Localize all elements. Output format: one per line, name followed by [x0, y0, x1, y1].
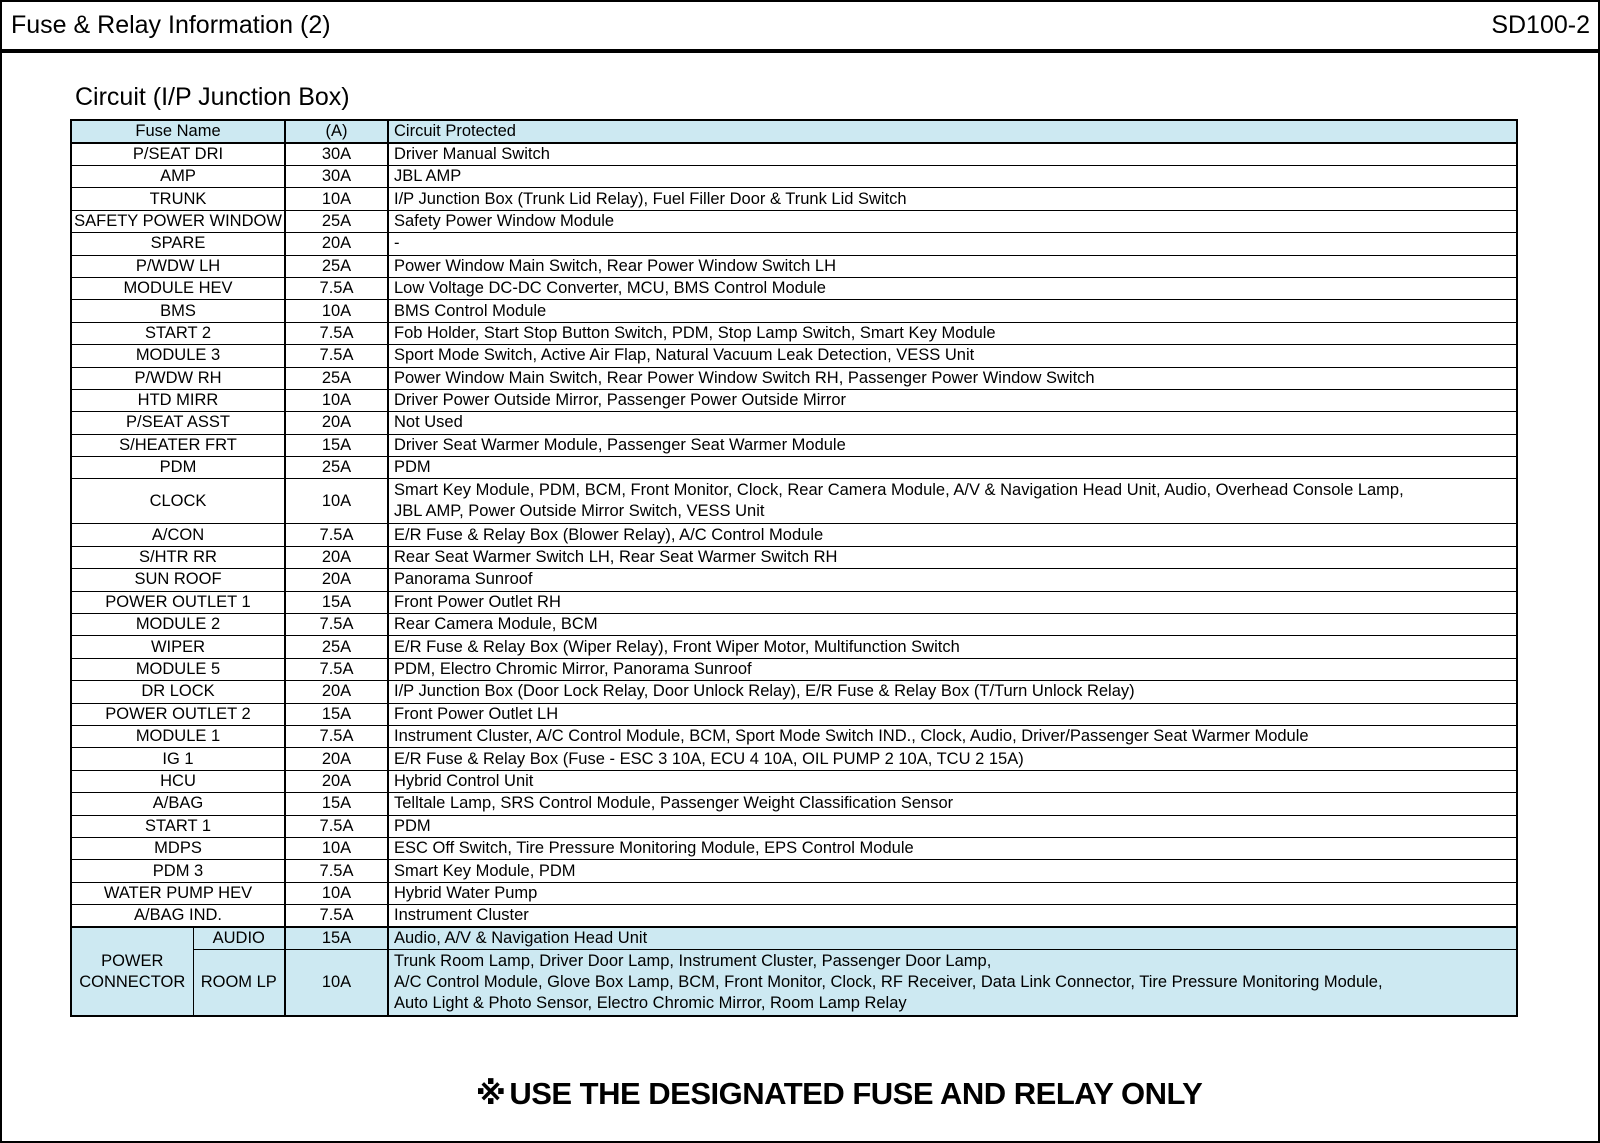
table-row-power-connector-audio	[71, 927, 1517, 950]
fuse-amp-cell: 7.5A	[285, 860, 388, 882]
table-row	[71, 793, 1517, 815]
circuit-cell: Low Voltage DC-DC Converter, MCU, BMS Control Module	[388, 277, 1517, 299]
circuit-cell: Instrument Cluster, A/C Control Module, BCM, Sport Mode Switch IND., Clock, Audio, Driver/Passenger Seat Warmer Module	[388, 725, 1517, 747]
circuit-cell: Driver Seat Warmer Module, Passenger Seat Warmer Module	[388, 434, 1517, 456]
table-row	[71, 143, 1517, 166]
circuit-cell: E/R Fuse & Relay Box (Fuse - ESC 3 10A, ECU 4 10A, OIL PUMP 2 10A, TCU 2 15A)	[388, 748, 1517, 770]
fuse-amp-cell: 10A	[285, 837, 388, 859]
fuse-amp-cell: 10A	[285, 300, 388, 322]
table-row	[71, 703, 1517, 725]
fuse-name-cell: AUDIO	[193, 927, 285, 950]
fuse-table	[70, 119, 1518, 1017]
power-connector-group-cell	[71, 927, 193, 1016]
fuse-amp-cell: 15A	[285, 591, 388, 613]
circuit-cell: Driver Manual Switch	[388, 143, 1517, 166]
table-row	[71, 725, 1517, 747]
table-row	[71, 614, 1517, 636]
table-row	[71, 345, 1517, 367]
fuse-name-cell: HCU	[71, 770, 285, 792]
circuit-cell: E/R Fuse & Relay Box (Wiper Relay), Front Wiper Motor, Multifunction Switch	[388, 636, 1517, 658]
circuit-cell: Hybrid Water Pump	[388, 882, 1517, 904]
footer-note	[0, 1074, 1600, 1114]
circuit-cell: Sport Mode Switch, Active Air Flap, Natural Vacuum Leak Detection, VESS Unit	[388, 345, 1517, 367]
circuit-line: A/C Control Module, Glove Box Lamp, BCM, Front Monitor, Clock, RF Receiver, Data Link Connector, Tire Pressure Monitoring Module,	[394, 973, 1383, 992]
table-row	[71, 591, 1517, 613]
circuit-cell: Fob Holder, Start Stop Button Switch, PDM, Stop Lamp Switch, Smart Key Module	[388, 322, 1517, 344]
table-row	[71, 815, 1517, 837]
fuse-amp-cell: 7.5A	[285, 524, 388, 546]
page-header	[0, 0, 1600, 53]
fuse-amp-cell: 25A	[285, 367, 388, 389]
fuse-amp-cell: 10A	[285, 389, 388, 411]
fuse-amp-cell: 15A	[285, 434, 388, 456]
fuse-amp-cell: 7.5A	[285, 725, 388, 747]
fuse-amp-cell: 25A	[285, 636, 388, 658]
fuse-amp-cell: 15A	[285, 703, 388, 725]
table-row	[71, 412, 1517, 434]
fuse-amp-cell: 20A	[285, 748, 388, 770]
fuse-amp-cell: 10A	[285, 188, 388, 210]
fuse-name-cell: DR LOCK	[71, 681, 285, 703]
fuse-amp-cell: 15A	[285, 927, 388, 950]
fuse-amp-cell: 20A	[285, 546, 388, 568]
table-row	[71, 457, 1517, 479]
fuse-name-cell: HTD MIRR	[71, 389, 285, 411]
fuse-name-cell: A/CON	[71, 524, 285, 546]
fuse-amp-cell: 7.5A	[285, 322, 388, 344]
fuse-name-cell: START 2	[71, 322, 285, 344]
table-row	[71, 300, 1517, 322]
fuse-name-cell: PDM	[71, 457, 285, 479]
fuse-name-cell: PDM 3	[71, 860, 285, 882]
fuse-amp-cell: 7.5A	[285, 815, 388, 837]
circuit-cell: Front Power Outlet LH	[388, 703, 1517, 725]
fuse-name-cell: ROOM LP	[193, 950, 285, 1017]
circuit-cell: PDM, Electro Chromic Mirror, Panorama Sunroof	[388, 658, 1517, 680]
circuit-cell: Hybrid Control Unit	[388, 770, 1517, 792]
fuse-name-cell: WIPER	[71, 636, 285, 658]
header-fuse-name: Fuse Name	[71, 120, 285, 143]
circuit-cell: Driver Power Outside Mirror, Passenger Power Outside Mirror	[388, 389, 1517, 411]
fuse-amp-cell: 15A	[285, 793, 388, 815]
table-row	[71, 479, 1517, 524]
circuit-cell	[388, 479, 1517, 524]
table-row	[71, 166, 1517, 188]
fuse-amp-cell: 7.5A	[285, 345, 388, 367]
table-row	[71, 905, 1517, 928]
fuse-name-cell: MODULE 5	[71, 658, 285, 680]
fuse-amp-cell: 10A	[285, 479, 388, 524]
table-row	[71, 277, 1517, 299]
fuse-name-cell: S/HEATER FRT	[71, 434, 285, 456]
table-row	[71, 322, 1517, 344]
table-row	[71, 882, 1517, 904]
fuse-name-cell: MODULE 2	[71, 614, 285, 636]
circuit-cell: PDM	[388, 457, 1517, 479]
circuit-cell: Power Window Main Switch, Rear Power Window Switch RH, Passenger Power Window Switch	[388, 367, 1517, 389]
fuse-amp-cell: 25A	[285, 255, 388, 277]
circuit-line: Trunk Room Lamp, Driver Door Lamp, Instrument Cluster, Passenger Door Lamp,	[394, 952, 992, 971]
table-row	[71, 681, 1517, 703]
fuse-amp-cell: 25A	[285, 210, 388, 232]
fuse-name-cell: POWER OUTLET 2	[71, 703, 285, 725]
footer-note-text: USE THE DESIGNATED FUSE AND RELAY ONLY	[509, 1076, 1203, 1111]
circuit-cell: -	[388, 233, 1517, 255]
fuse-name-cell: SUN ROOF	[71, 569, 285, 591]
fuse-amp-cell: 20A	[285, 412, 388, 434]
fuse-name-cell: IG 1	[71, 748, 285, 770]
fuse-name-cell: P/SEAT DRI	[71, 143, 285, 166]
circuit-cell: Not Used	[388, 412, 1517, 434]
fuse-amp-cell: 20A	[285, 569, 388, 591]
circuit-cell: Instrument Cluster	[388, 905, 1517, 928]
circuit-cell: JBL AMP	[388, 166, 1517, 188]
fuse-name-cell: A/BAG	[71, 793, 285, 815]
fuse-name-cell: S/HTR RR	[71, 546, 285, 568]
section-title: Circuit (I/P Junction Box)	[75, 83, 350, 111]
circuit-cell: I/P Junction Box (Trunk Lid Relay), Fuel Filler Door & Trunk Lid Switch	[388, 188, 1517, 210]
fuse-name-cell: MODULE HEV	[71, 277, 285, 299]
circuit-cell: Front Power Outlet RH	[388, 591, 1517, 613]
header-circuit: Circuit Protected	[388, 120, 1517, 143]
table-row	[71, 658, 1517, 680]
table-row	[71, 636, 1517, 658]
fuse-name-cell: CLOCK	[71, 479, 285, 524]
fuse-name-cell: SPARE	[71, 233, 285, 255]
circuit-cell	[388, 950, 1517, 1017]
circuit-cell: E/R Fuse & Relay Box (Blower Relay), A/C Control Module	[388, 524, 1517, 546]
circuit-cell: ESC Off Switch, Tire Pressure Monitoring Module, EPS Control Module	[388, 837, 1517, 859]
table-row	[71, 233, 1517, 255]
table-row	[71, 210, 1517, 232]
circuit-cell: Smart Key Module, PDM	[388, 860, 1517, 882]
circuit-cell: Telltale Lamp, SRS Control Module, Passenger Weight Classification Sensor	[388, 793, 1517, 815]
table-row-power-connector-room-lp	[71, 950, 1517, 1017]
fuse-name-cell: BMS	[71, 300, 285, 322]
table-row	[71, 367, 1517, 389]
fuse-amp-cell: 7.5A	[285, 614, 388, 636]
circuit-line: JBL AMP, Power Outside Mirror Switch, VESS Unit	[394, 502, 765, 521]
page-code: SD100-2	[1491, 11, 1590, 39]
fuse-name-cell: A/BAG IND.	[71, 905, 285, 928]
table-header-row	[71, 120, 1517, 143]
fuse-amp-cell: 20A	[285, 681, 388, 703]
group-line: CONNECTOR	[79, 972, 186, 991]
header-amp: (A)	[285, 120, 388, 143]
fuse-amp-cell: 10A	[285, 882, 388, 904]
fuse-amp-cell: 20A	[285, 233, 388, 255]
table-row	[71, 434, 1517, 456]
circuit-cell: Audio, A/V & Navigation Head Unit	[388, 927, 1517, 950]
reference-mark-icon: ※	[475, 1076, 506, 1111]
fuse-amp-cell: 7.5A	[285, 277, 388, 299]
fuse-name-cell: SAFETY POWER WINDOW	[71, 210, 285, 232]
fuse-amp-cell: 10A	[285, 950, 388, 1017]
fuse-name-cell: WATER PUMP HEV	[71, 882, 285, 904]
fuse-name-cell: AMP	[71, 166, 285, 188]
circuit-line: Smart Key Module, PDM, BCM, Front Monitor, Clock, Rear Camera Module, A/V & Navigation Head Unit, Audio, Overhead Console Lamp,	[394, 481, 1404, 500]
fuse-name-cell: MDPS	[71, 837, 285, 859]
table-row	[71, 837, 1517, 859]
fuse-amp-cell: 30A	[285, 166, 388, 188]
fuse-name-cell: START 1	[71, 815, 285, 837]
fuse-amp-cell: 20A	[285, 770, 388, 792]
circuit-cell: Power Window Main Switch, Rear Power Window Switch LH	[388, 255, 1517, 277]
circuit-cell: Panorama Sunroof	[388, 569, 1517, 591]
circuit-cell: Rear Camera Module, BCM	[388, 614, 1517, 636]
fuse-name-cell: POWER OUTLET 1	[71, 591, 285, 613]
circuit-line: Auto Light & Photo Sensor, Electro Chromic Mirror, Room Lamp Relay	[394, 994, 907, 1013]
table-row	[71, 770, 1517, 792]
fuse-name-cell: P/WDW RH	[71, 367, 285, 389]
fuse-name-cell: MODULE 1	[71, 725, 285, 747]
table-row	[71, 188, 1517, 210]
table-row	[71, 255, 1517, 277]
fuse-amp-cell: 7.5A	[285, 905, 388, 928]
table-row	[71, 546, 1517, 568]
circuit-cell: Safety Power Window Module	[388, 210, 1517, 232]
group-line: POWER	[101, 951, 164, 970]
page-title: Fuse & Relay Information (2)	[11, 11, 331, 39]
fuse-name-cell: P/WDW LH	[71, 255, 285, 277]
circuit-cell: BMS Control Module	[388, 300, 1517, 322]
fuse-name-cell: TRUNK	[71, 188, 285, 210]
fuse-amp-cell: 7.5A	[285, 658, 388, 680]
table-row	[71, 569, 1517, 591]
circuit-cell: PDM	[388, 815, 1517, 837]
circuit-cell: Rear Seat Warmer Switch LH, Rear Seat Warmer Switch RH	[388, 546, 1517, 568]
fuse-amp-cell: 25A	[285, 457, 388, 479]
table-row	[71, 748, 1517, 770]
fuse-amp-cell: 30A	[285, 143, 388, 166]
circuit-cell: I/P Junction Box (Door Lock Relay, Door Unlock Relay), E/R Fuse & Relay Box (T/Turn Unlock Relay)	[388, 681, 1517, 703]
fuse-name-cell: P/SEAT ASST	[71, 412, 285, 434]
table-row	[71, 389, 1517, 411]
table-row	[71, 524, 1517, 546]
fuse-name-cell: MODULE 3	[71, 345, 285, 367]
table-row	[71, 860, 1517, 882]
